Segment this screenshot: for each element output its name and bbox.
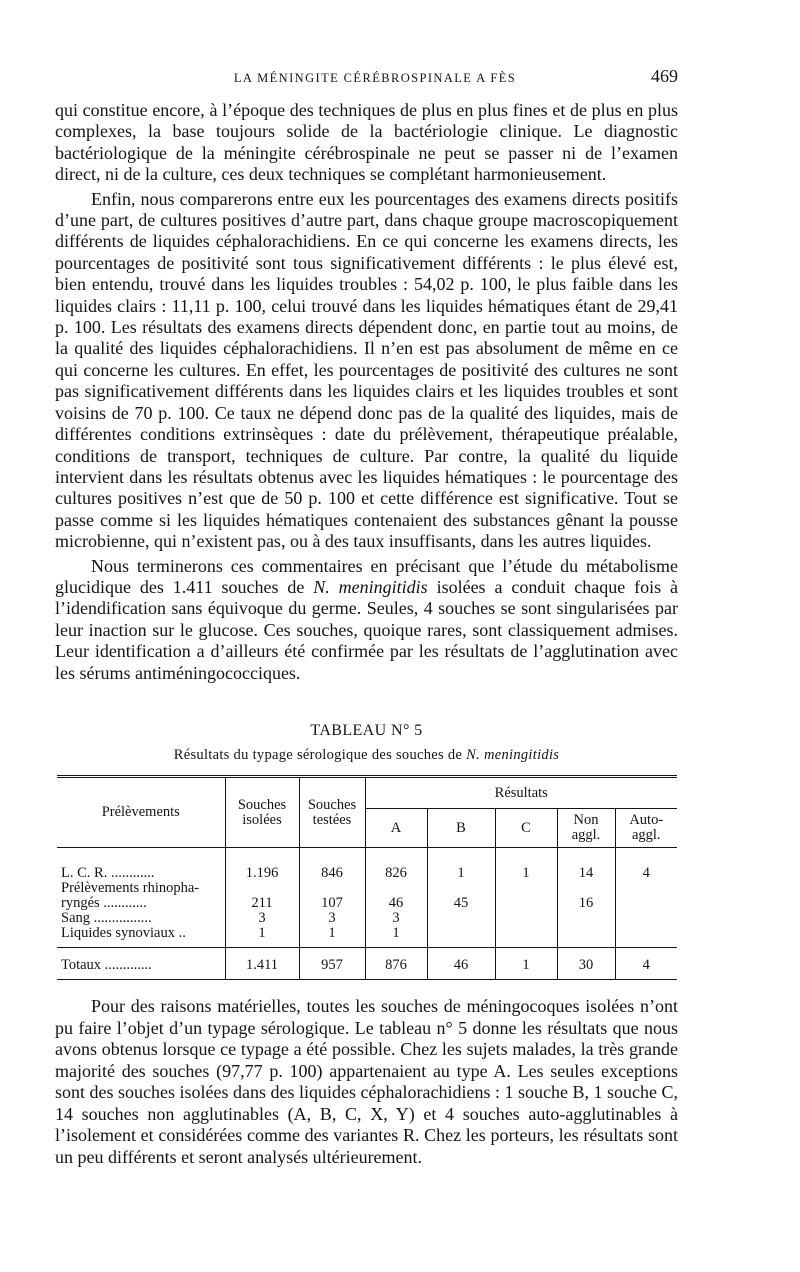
cell-b: 1 bbox=[427, 848, 495, 882]
header-c: C bbox=[495, 809, 557, 848]
results-table bbox=[57, 775, 677, 980]
total-b: 46 bbox=[427, 948, 495, 980]
cell-auto-aggl: 4 bbox=[615, 848, 677, 882]
caption-species: N. meningitidis bbox=[466, 747, 560, 763]
cell-non-aggl bbox=[557, 926, 615, 948]
page-number: 469 bbox=[651, 66, 678, 86]
cell-isolees: 1.196 bbox=[225, 848, 299, 882]
header-souches-isolees: Souches isolées bbox=[225, 777, 299, 848]
body-text bbox=[55, 100, 678, 684]
total-label: Totaux ............. bbox=[61, 957, 152, 973]
row-label: L. C. R. ............ bbox=[61, 865, 155, 881]
cell-testees: 3 bbox=[299, 911, 365, 926]
header-non-aggl: Non aggl. bbox=[557, 809, 615, 848]
header-a: A bbox=[365, 809, 427, 848]
paragraph-2: Enfin, nous comparerons entre eux les pourcentages des examens directs positifs d’une part, de cultures positives d’autre part, dans chaque groupe macroscopiquement différents de liquides céphalorachidiens. En ce qui concerne les examens directs, les pourcentages de positivité sont tous significativement différents : le plus élevé est, bien entendu, trouvé dans les liquides troubles : 54,02 p. 100, le plus faible dans les liquides clairs : 11,11 p. 100, celui trouvé dans les liquides hématiques étant de 29,41 p. 100. Les résultats des examens directs dépendent donc, en partie tout au moins, de la qualité des liquides céphalorachidiens. Il n’en est pas absolument de même en ce qui concerne les cultures. En effet, les pourcentages de positivité des cultures ne sont pas significativement différents dans les liquides clairs et les liquides troubles et sont voisins de 70 p. 100. Ce taux ne dépend donc pas de la qualité des liquides, mais de différentes conditions extrinsèques : date du prélèvement, thérapeutique préalable, conditions de transport, techniques de culture. Par contre, la qualité du liquide intervient dans les résultats obtenus avec les liquides hématiques : le pourcentage des cultures positives n’est que de 50 p. 100 et cette différence est significative. Tout se passe comme si les liquides hématiques contenaient des substances gênant la pousse microbienne, qui n’existent pas, ou à des taux insuffisants, dans les autres liquides. bbox=[55, 188, 678, 552]
cell-c bbox=[495, 881, 557, 911]
total-a: 876 bbox=[365, 948, 427, 980]
cell-c bbox=[495, 926, 557, 948]
table-row bbox=[57, 881, 677, 911]
cell-b bbox=[427, 911, 495, 926]
caption-text: Résultats du typage sérologique des souches de bbox=[173, 747, 467, 763]
table-row bbox=[57, 911, 677, 926]
total-non-aggl: 30 bbox=[557, 948, 615, 980]
paragraph-3-part-1: Nous terminerons ces commentaires en précisant que l’étude du métabolisme glucidique des 1.411 souches de bbox=[55, 555, 678, 597]
cell-testees: 846 bbox=[299, 848, 365, 882]
total-auto-aggl: 4 bbox=[615, 948, 677, 980]
cell-isolees: 211 bbox=[225, 881, 299, 911]
cell-isolees: 3 bbox=[225, 911, 299, 926]
header-prelevements: Prélèvements bbox=[57, 777, 225, 848]
cell-c bbox=[495, 911, 557, 926]
cell-auto-aggl bbox=[615, 926, 677, 948]
total-isolees: 1.411 bbox=[225, 948, 299, 980]
cell-b: 45 bbox=[427, 881, 495, 911]
cell-testees: 1 bbox=[299, 926, 365, 948]
cell-b bbox=[427, 926, 495, 948]
header-b: B bbox=[427, 809, 495, 848]
cell-non-aggl: 14 bbox=[557, 848, 615, 882]
cell-auto-aggl bbox=[615, 911, 677, 926]
cell-a: 826 bbox=[365, 848, 427, 882]
species-name: N. meningitidis bbox=[313, 576, 428, 597]
paragraph-3 bbox=[55, 556, 678, 684]
running-header bbox=[55, 66, 678, 87]
table-heading: TABLEAU N° 5 bbox=[310, 722, 423, 739]
cell-testees: 107 bbox=[299, 881, 365, 911]
final-text bbox=[55, 996, 678, 1168]
cell-isolees: 1 bbox=[225, 926, 299, 948]
header-resultats: Résultats bbox=[365, 777, 677, 809]
paragraph-4: Pour des raisons matérielles, toutes les souches de méningocoques isolées n’ont pu faire l’objet d’un typage sérologique. Le tableau n° 5 donne les résultats que nous avons obtenus lorsque ce typage a été possible. Chez les sujets malades, la très grande majorité des souches (97,77 p. 100) appartenaient au type A. Les seules exceptions sont des souches isolées dans des liquides céphalorachidiens : 1 souche B, 1 souche C, 14 souches non agglutinables (A, B, C, X, Y) et 4 souches auto-agglutinables à l’isolement et considérées comme des variantes R. Chez les porteurs, les résultats sont un peu différents et seront analysés ultérieurement. bbox=[55, 996, 678, 1167]
table-caption bbox=[55, 747, 678, 764]
table-row bbox=[57, 926, 677, 948]
row-label: Prélèvements rhinopha-ryngés ............ bbox=[61, 880, 200, 911]
row-label: Sang ................ bbox=[61, 910, 152, 926]
total-testees: 957 bbox=[299, 948, 365, 980]
cell-a: 3 bbox=[365, 911, 427, 926]
total-row bbox=[57, 948, 677, 980]
cell-c: 1 bbox=[495, 848, 557, 882]
cell-non-aggl: 16 bbox=[557, 881, 615, 911]
cell-a: 1 bbox=[365, 926, 427, 948]
table-row bbox=[57, 848, 677, 882]
cell-non-aggl bbox=[557, 911, 615, 926]
cell-a: 46 bbox=[365, 881, 427, 911]
header-auto-aggl: Auto-aggl. bbox=[615, 809, 677, 848]
header-souches-testees: Souches testées bbox=[299, 777, 365, 848]
cell-auto-aggl bbox=[615, 881, 677, 911]
running-title: LA MÉNINGITE CÉRÉBROSPINALE A FÈS bbox=[233, 71, 517, 85]
paragraph-3-part-2: isolées a conduit chaque fois à l’idendification sans équivoque du germe. Seules, 4 souches se sont singularisées par leur inaction sur le glucose. Ces souches, quoique rares, sont classiquement admises. Leur identification a d’ailleurs été confirmée par les résultats de l’agglutination avec les sérums antiméningococciques. bbox=[55, 576, 678, 683]
total-c: 1 bbox=[495, 948, 557, 980]
row-label: Liquides synoviaux .. bbox=[61, 925, 186, 941]
paragraph-1: qui constitue encore, à l’époque des techniques de plus en plus fines et de plus en plus complexes, la base toujours solide de la bactériologie clinique. Le diagnostic bactériologique de la méningite cérébrospinale ne peut se passer ni de l’examen direct, ni de la culture, ces deux techniques se complétant harmonieusement. bbox=[55, 100, 678, 185]
